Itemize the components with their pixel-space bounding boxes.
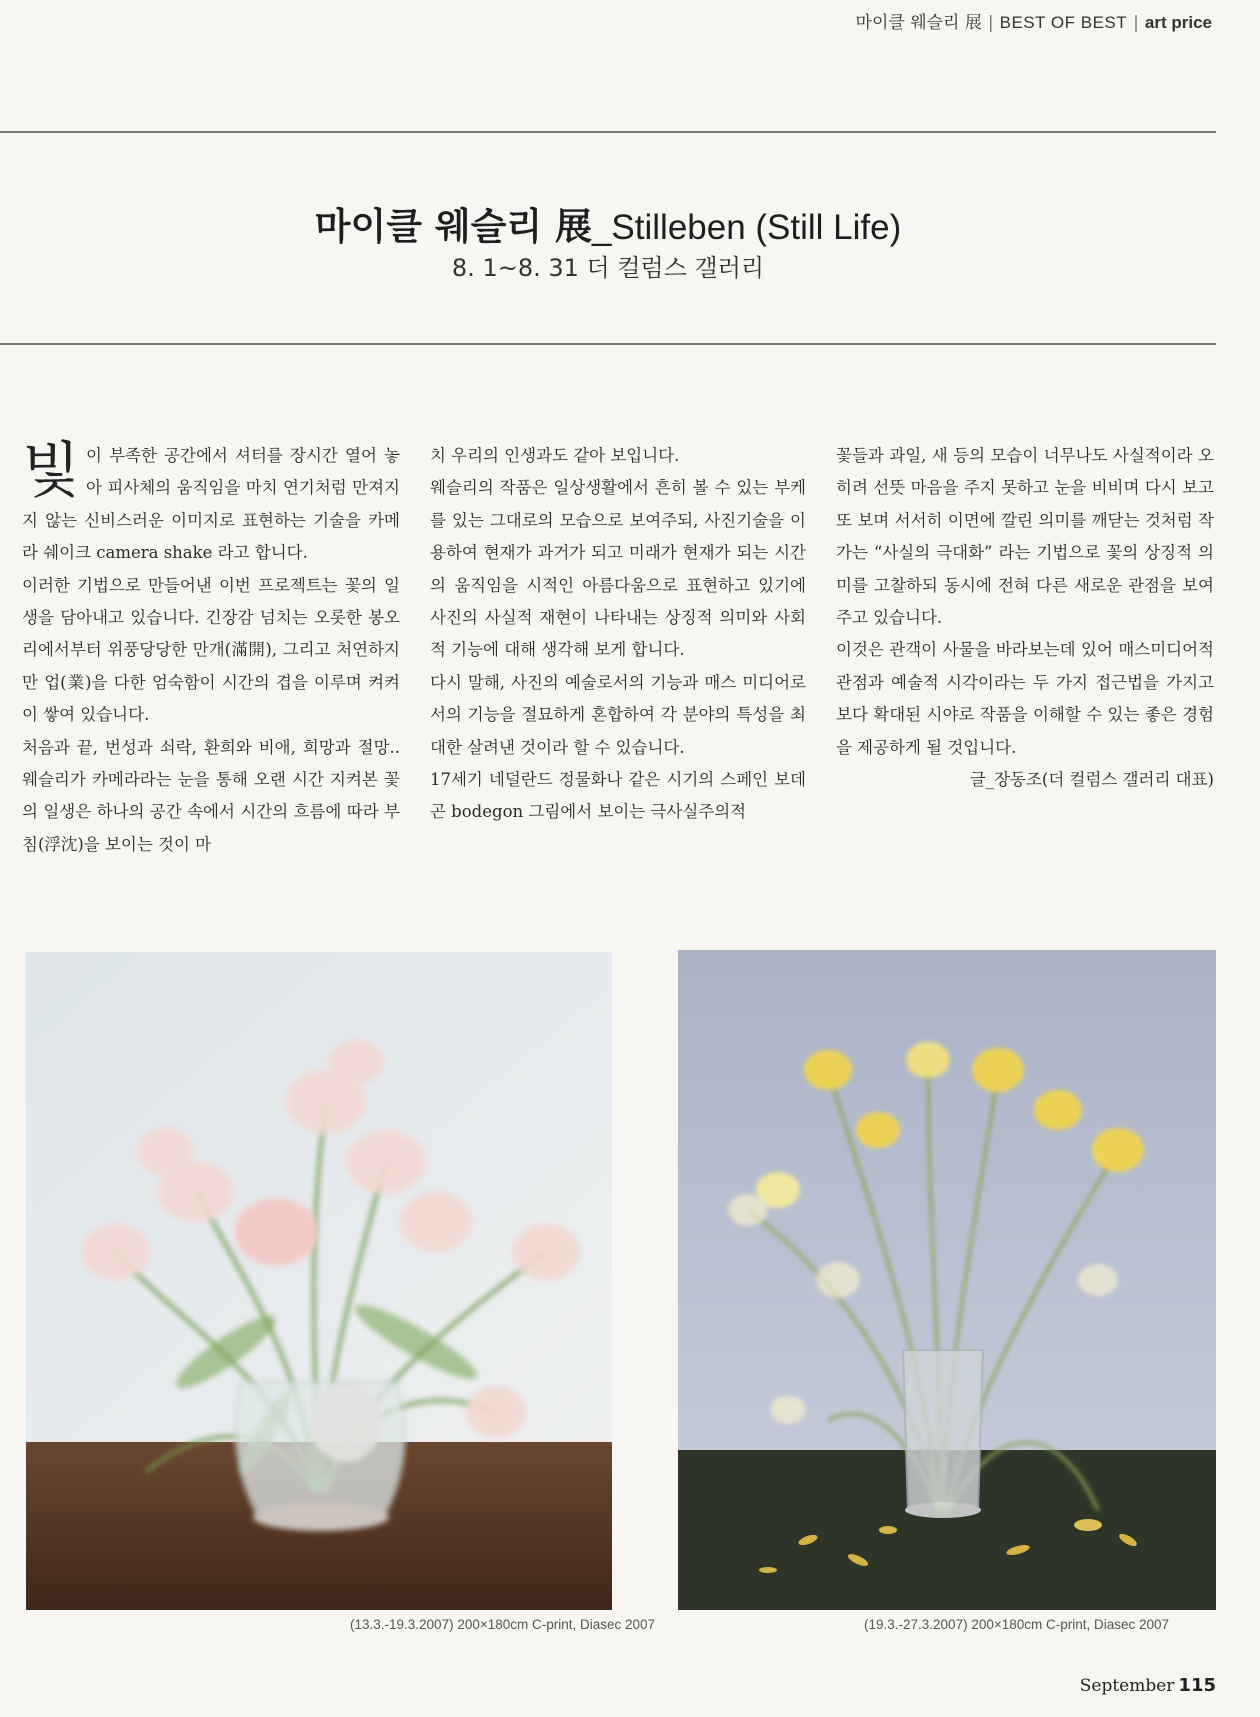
header-divider: | (987, 13, 994, 33)
paragraph: 17세기 네덜란드 정물화나 같은 시기의 스페인 보데곤 bodegon 그림에서 보이는 극사실주의적 (430, 770, 806, 822)
title-latin: _Stilleben (Still Life) (591, 208, 902, 247)
article-title (0, 196, 1216, 250)
yellow-tulips-image (678, 950, 1216, 1610)
bottom-divider (0, 343, 1216, 345)
top-divider (0, 131, 1216, 133)
paragraph: 빛이 부족한 공간에서 셔터를 장시간 열어 놓아 피사체의 움직임을 마치 연기처럼 만져지지 않는 신비스러운 이미지로 표현하는 기술을 카메라 쉐이크 camera shake 라고 합니다. (22, 436, 400, 563)
header-brand-logo: art price (1144, 13, 1212, 32)
page-number: 115 (1178, 1675, 1216, 1696)
paragraph: 다시 말해, 사진의 예술로서의 기능과 매스 미디어로서의 기능을 절묘하게 혼합하여 각 분야의 특성을 최대한 살려낸 것이라 할 수 있습니다. (430, 672, 806, 757)
header-series: BEST OF BEST (999, 13, 1128, 32)
header-section-title: 마이클 웨슬리 展 (855, 13, 982, 33)
drop-cap: 빛 (22, 436, 80, 506)
photo-caption: (13.3.-19.3.2007) 200×180cm C-print, Diasec 2007 (350, 1617, 656, 1632)
article-subtitle: 8. 1~8. 31 더 컬럼스 갤러리 (451, 254, 765, 282)
photo-yellow-tulips (678, 950, 1216, 1610)
paragraph: 치 우리의 인생과도 같아 보입니다. (430, 446, 680, 465)
paragraph: 꽃들과 과일, 새 등의 모습이 너무나도 사실적이라 오히려 선뜻 마음을 주지 못하고 눈을 비비며 다시 보고 또 보며 서서히 이면에 깔린 의미를 깨닫는 것처럼 작가는 “사실의 극대화” 라는 기법으로 꽃의 상징적 의미를 고찰하되 동시에 전혀 다른 새로운 관점을 보여주고 있습니다. (836, 446, 1214, 628)
page-footer (1080, 1675, 1216, 1696)
text-column-1 (22, 436, 400, 861)
paragraph: 처음과 끝, 번성과 쇠락, 환희와 비애, 희망과 절망.. 웨슬리가 카메라라는 눈을 통해 오랜 시간 지켜본 꽃의 일생은 하나의 공간 속에서 시간의 흐름에 따라 부침(浮沈)을 보이는 것이 마 (22, 737, 400, 854)
header-divider: | (1133, 13, 1139, 33)
paragraph: 이것은 관객이 사물을 바라보는데 있어 매스미디어적 관점과 예술적 시각이라는 두 가지 접근법을 가지고 보다 확대된 시야로 작품을 이해할 수 있는 좋은 경험을 제공하게 될 것입니다. (836, 640, 1214, 757)
photo-caption: (19.3.-27.3.2007) 200×180cm C-print, Diasec 2007 (864, 1617, 1170, 1632)
byline: 글_장동조(더 컬럼스 갤러리 대표) (969, 770, 1214, 790)
paragraph: 웨슬리의 작품은 일상생활에서 흔히 볼 수 있는 부케를 있는 그대로의 모습으로 보여주되, 사진기술을 이용하여 현재가 과거가 되고 미래가 현재가 되는 시간의 움직임을 시적인 아름다움으로 표현하고 있기에 사진의 사실적 재현이 나타내는 상징적 의미와 사회적 기능에 대해 생각해 보게 합니다. (430, 478, 806, 660)
paragraph: 이러한 기법으로 만들어낸 이번 프로젝트는 꽃의 일생을 담아내고 있습니다. 긴장감 넘치는 오롯한 봉오리에서부터 위풍당당한 만개(滿開), 그리고 처연하지만 업(業)을 다한 엄숙함이 시간의 겹을 이루며 켜켜이 쌓여 있습니다. (22, 575, 400, 725)
pink-tulips-image (26, 952, 612, 1610)
photo-pink-tulips (26, 952, 612, 1610)
text-column-3 (836, 440, 1214, 796)
running-header (856, 8, 1212, 33)
text-column-2 (430, 440, 806, 829)
title-korean: 마이클 웨슬리 展 (314, 205, 592, 248)
footer-month: September (1079, 1676, 1175, 1696)
